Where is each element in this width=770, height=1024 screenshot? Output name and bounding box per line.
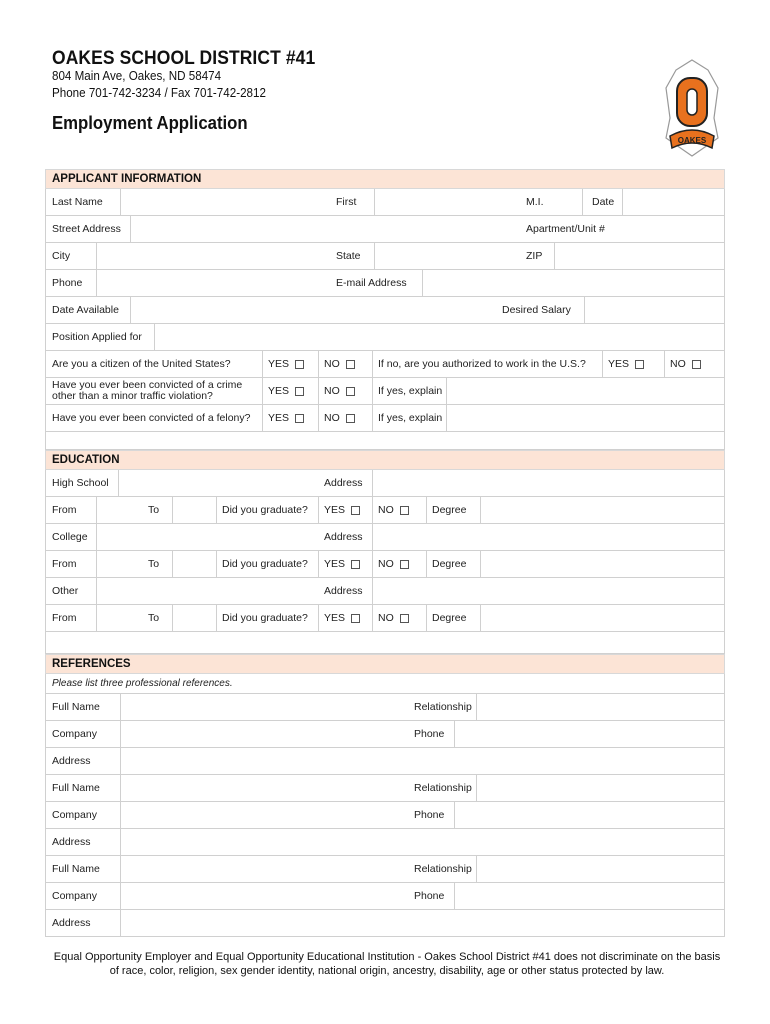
other-from-field[interactable] bbox=[96, 605, 142, 631]
ref2-row-company bbox=[45, 802, 725, 829]
other-from-label: From bbox=[52, 612, 77, 624]
college-label: College bbox=[52, 531, 88, 543]
row-convicted bbox=[45, 378, 725, 405]
hs-to-field[interactable] bbox=[172, 497, 216, 523]
ref3-phone-field[interactable] bbox=[454, 883, 726, 909]
college-from-field[interactable] bbox=[96, 551, 142, 577]
ref2-relationship-label: Relationship bbox=[414, 782, 472, 794]
street-field[interactable] bbox=[130, 216, 520, 242]
high-school-address-label: Address bbox=[324, 477, 363, 489]
hs-grad-yes[interactable]: YES bbox=[318, 497, 360, 523]
other-to-label: To bbox=[148, 612, 160, 624]
college-degree-label: Degree bbox=[432, 558, 467, 570]
hs-to-label: To bbox=[148, 504, 160, 516]
ref2-company-field[interactable] bbox=[120, 802, 408, 828]
ref2-company-label: Company bbox=[52, 809, 97, 821]
row-high-school bbox=[45, 470, 725, 497]
ref3-company-label: Company bbox=[52, 890, 97, 902]
last-name-field[interactable] bbox=[120, 189, 330, 215]
ref3-relationship-label: Relationship bbox=[414, 863, 472, 875]
ref1-row-name bbox=[45, 694, 725, 721]
row-name bbox=[45, 189, 725, 216]
felony-yes[interactable]: YES bbox=[262, 405, 304, 431]
other-degree-field[interactable] bbox=[480, 605, 726, 631]
college-grad-yes-checkbox[interactable] bbox=[351, 560, 360, 569]
hs-grad-no[interactable]: NO bbox=[372, 497, 409, 523]
convicted-explain-field[interactable] bbox=[446, 378, 726, 404]
ref3-relationship-field[interactable] bbox=[476, 856, 726, 882]
ref2-row-name bbox=[45, 775, 725, 802]
ref1-name-field[interactable] bbox=[120, 694, 408, 720]
felony-no-checkbox[interactable] bbox=[346, 414, 355, 423]
phone-field[interactable] bbox=[96, 270, 330, 296]
date-available-label: Date Available bbox=[52, 304, 119, 316]
mi-field[interactable] bbox=[582, 189, 583, 215]
hs-grad-yes-checkbox[interactable] bbox=[351, 506, 360, 515]
ref1-phone-label: Phone bbox=[414, 728, 445, 740]
authorized-yes-checkbox[interactable] bbox=[635, 360, 644, 369]
row-references-note bbox=[45, 674, 725, 694]
zip-field[interactable] bbox=[554, 243, 726, 269]
ref1-address-field[interactable] bbox=[120, 748, 726, 774]
convicted-question: Have you ever been convicted of a crime other than a minor traffic violation? bbox=[52, 379, 243, 402]
ref1-company-label: Company bbox=[52, 728, 97, 740]
hs-from-label: From bbox=[52, 504, 77, 516]
other-grad-yes-checkbox[interactable] bbox=[351, 614, 360, 623]
row-high-school-dates bbox=[45, 497, 725, 524]
date-label: Date bbox=[592, 196, 615, 208]
date-field[interactable] bbox=[622, 189, 726, 215]
other-address-label: Address bbox=[324, 585, 363, 597]
ref3-name-field[interactable] bbox=[120, 856, 408, 882]
citizen-yes[interactable]: YES bbox=[262, 351, 304, 377]
email-label: E-mail Address bbox=[336, 277, 407, 289]
authorized-question: If no, are you authorized to work in the U.S.? bbox=[378, 358, 586, 370]
other-degree-label: Degree bbox=[432, 612, 467, 624]
row-position bbox=[45, 324, 725, 351]
education-section-header: EDUCATION bbox=[45, 450, 725, 470]
college-address-field[interactable] bbox=[372, 524, 726, 550]
felony-explain-label: If yes, explain bbox=[378, 412, 443, 424]
district-phone-fax: Phone 701-742-3234 / Fax 701-742-2812 bbox=[52, 86, 266, 100]
felony-question: Have you ever been convicted of a felony? bbox=[52, 412, 251, 424]
ref3-address-label: Address bbox=[52, 917, 91, 929]
ref2-address-label: Address bbox=[52, 836, 91, 848]
citizen-no[interactable]: NO bbox=[318, 351, 355, 377]
other-field[interactable] bbox=[96, 578, 318, 604]
logo-text: OAKES bbox=[677, 136, 707, 145]
authorized-yes[interactable]: YES bbox=[602, 351, 644, 377]
district-title: OAKES SCHOOL DISTRICT #41 bbox=[52, 48, 316, 69]
citizen-question: Are you a citizen of the United States? bbox=[52, 358, 231, 370]
row-spacer-2 bbox=[45, 632, 725, 654]
row-availability bbox=[45, 297, 725, 324]
apt-label: Apartment/Unit # bbox=[526, 223, 605, 235]
ref1-address-label: Address bbox=[52, 755, 91, 767]
ref3-name-label: Full Name bbox=[52, 863, 100, 875]
convicted-no-checkbox[interactable] bbox=[346, 387, 355, 396]
hs-grad-no-checkbox[interactable] bbox=[400, 506, 409, 515]
college-address-label: Address bbox=[324, 531, 363, 543]
ref3-row-name bbox=[45, 856, 725, 883]
ref1-row-company bbox=[45, 721, 725, 748]
hs-degree-label: Degree bbox=[432, 504, 467, 516]
row-college-dates bbox=[45, 551, 725, 578]
row-spacer bbox=[45, 432, 725, 450]
ref3-phone-label: Phone bbox=[414, 890, 445, 902]
row-city bbox=[45, 243, 725, 270]
college-grad-yes[interactable]: YES bbox=[318, 551, 360, 577]
phone-label: Phone bbox=[52, 277, 83, 289]
college-from-label: From bbox=[52, 558, 77, 570]
position-field[interactable] bbox=[154, 324, 726, 350]
state-field[interactable] bbox=[374, 243, 520, 269]
high-school-label: High School bbox=[52, 477, 109, 489]
ref2-phone-label: Phone bbox=[414, 809, 445, 821]
mi-label: M.I. bbox=[526, 196, 544, 208]
college-grad-no[interactable]: NO bbox=[372, 551, 409, 577]
form-title: Employment Application bbox=[52, 113, 248, 133]
citizen-no-checkbox[interactable] bbox=[346, 360, 355, 369]
ref3-row-company bbox=[45, 883, 725, 910]
college-to-field[interactable] bbox=[172, 551, 216, 577]
other-to-field[interactable] bbox=[172, 605, 216, 631]
hs-degree-field[interactable] bbox=[480, 497, 726, 523]
ref3-company-field[interactable] bbox=[120, 883, 408, 909]
row-other bbox=[45, 578, 725, 605]
ref1-phone-field[interactable] bbox=[454, 721, 726, 747]
salary-field[interactable] bbox=[584, 297, 726, 323]
zip-label: ZIP bbox=[526, 250, 543, 262]
hs-from-field[interactable] bbox=[96, 497, 142, 523]
ref2-address-field[interactable] bbox=[120, 829, 726, 855]
felony-yes-checkbox[interactable] bbox=[295, 414, 304, 423]
street-label: Street Address bbox=[52, 223, 121, 235]
convicted-yes-checkbox[interactable] bbox=[295, 387, 304, 396]
ref2-relationship-field[interactable] bbox=[476, 775, 726, 801]
email-field[interactable] bbox=[422, 270, 726, 296]
felony-no[interactable]: NO bbox=[318, 405, 355, 431]
ref2-name-label: Full Name bbox=[52, 782, 100, 794]
salary-label: Desired Salary bbox=[502, 304, 571, 316]
position-label: Position Applied for bbox=[52, 331, 142, 343]
authorized-no-checkbox[interactable] bbox=[692, 360, 701, 369]
row-felony bbox=[45, 405, 725, 432]
district-address: 804 Main Ave, Oakes, ND 58474 bbox=[52, 69, 222, 83]
first-name-label: First bbox=[336, 196, 357, 208]
city-label: City bbox=[52, 250, 71, 262]
date-available-field[interactable] bbox=[130, 297, 500, 323]
college-to-label: To bbox=[148, 558, 160, 570]
other-label: Other bbox=[52, 585, 79, 597]
ref1-relationship-field[interactable] bbox=[476, 694, 726, 720]
convicted-explain-label: If yes, explain bbox=[378, 385, 443, 397]
oakes-logo bbox=[662, 58, 722, 158]
felony-explain-field[interactable] bbox=[446, 405, 726, 431]
references-note: Please list three professional references. bbox=[52, 678, 233, 689]
ref1-row-address bbox=[45, 748, 725, 775]
row-citizen bbox=[45, 351, 725, 378]
ref1-relationship-label: Relationship bbox=[414, 701, 472, 713]
row-phone bbox=[45, 270, 725, 297]
other-grad-yes[interactable]: YES bbox=[318, 605, 360, 631]
convicted-no[interactable]: NO bbox=[318, 378, 355, 404]
eoe-footer: Equal Opportunity Employer and Equal Opportunity Educational Institution - Oakes School District #41 does not discriminate on the basis of race, color, religion, sex gender identity, national origin, ancestry, disability, age or other status protected by law. bbox=[53, 951, 721, 977]
applicant-section-header: APPLICANT INFORMATION bbox=[45, 169, 725, 189]
ref1-company-field[interactable] bbox=[120, 721, 408, 747]
convicted-yes[interactable]: YES bbox=[262, 378, 304, 404]
hs-graduate-label: Did you graduate? bbox=[222, 504, 308, 516]
citizen-yes-checkbox[interactable] bbox=[295, 360, 304, 369]
other-grad-no-checkbox[interactable] bbox=[400, 614, 409, 623]
ref2-row-address bbox=[45, 829, 725, 856]
high-school-address-field[interactable] bbox=[372, 470, 726, 496]
last-name-label: Last Name bbox=[52, 196, 103, 208]
college-field[interactable] bbox=[96, 524, 318, 550]
other-address-field[interactable] bbox=[372, 578, 726, 604]
ref2-phone-field[interactable] bbox=[454, 802, 726, 828]
state-label: State bbox=[336, 250, 361, 262]
ref2-name-field[interactable] bbox=[120, 775, 408, 801]
high-school-field[interactable] bbox=[118, 470, 318, 496]
references-section-header: REFERENCES bbox=[45, 654, 725, 674]
college-graduate-label: Did you graduate? bbox=[222, 558, 308, 570]
college-degree-field[interactable] bbox=[480, 551, 726, 577]
first-name-field[interactable] bbox=[374, 189, 520, 215]
row-college bbox=[45, 524, 725, 551]
ref3-row-address bbox=[45, 910, 725, 937]
other-graduate-label: Did you graduate? bbox=[222, 612, 308, 624]
row-other-dates bbox=[45, 605, 725, 632]
other-grad-no[interactable]: NO bbox=[372, 605, 409, 631]
college-grad-no-checkbox[interactable] bbox=[400, 560, 409, 569]
city-field[interactable] bbox=[96, 243, 330, 269]
ref3-address-field[interactable] bbox=[120, 910, 726, 936]
ref1-name-label: Full Name bbox=[52, 701, 100, 713]
authorized-no[interactable]: NO bbox=[664, 351, 701, 377]
row-street bbox=[45, 216, 725, 243]
